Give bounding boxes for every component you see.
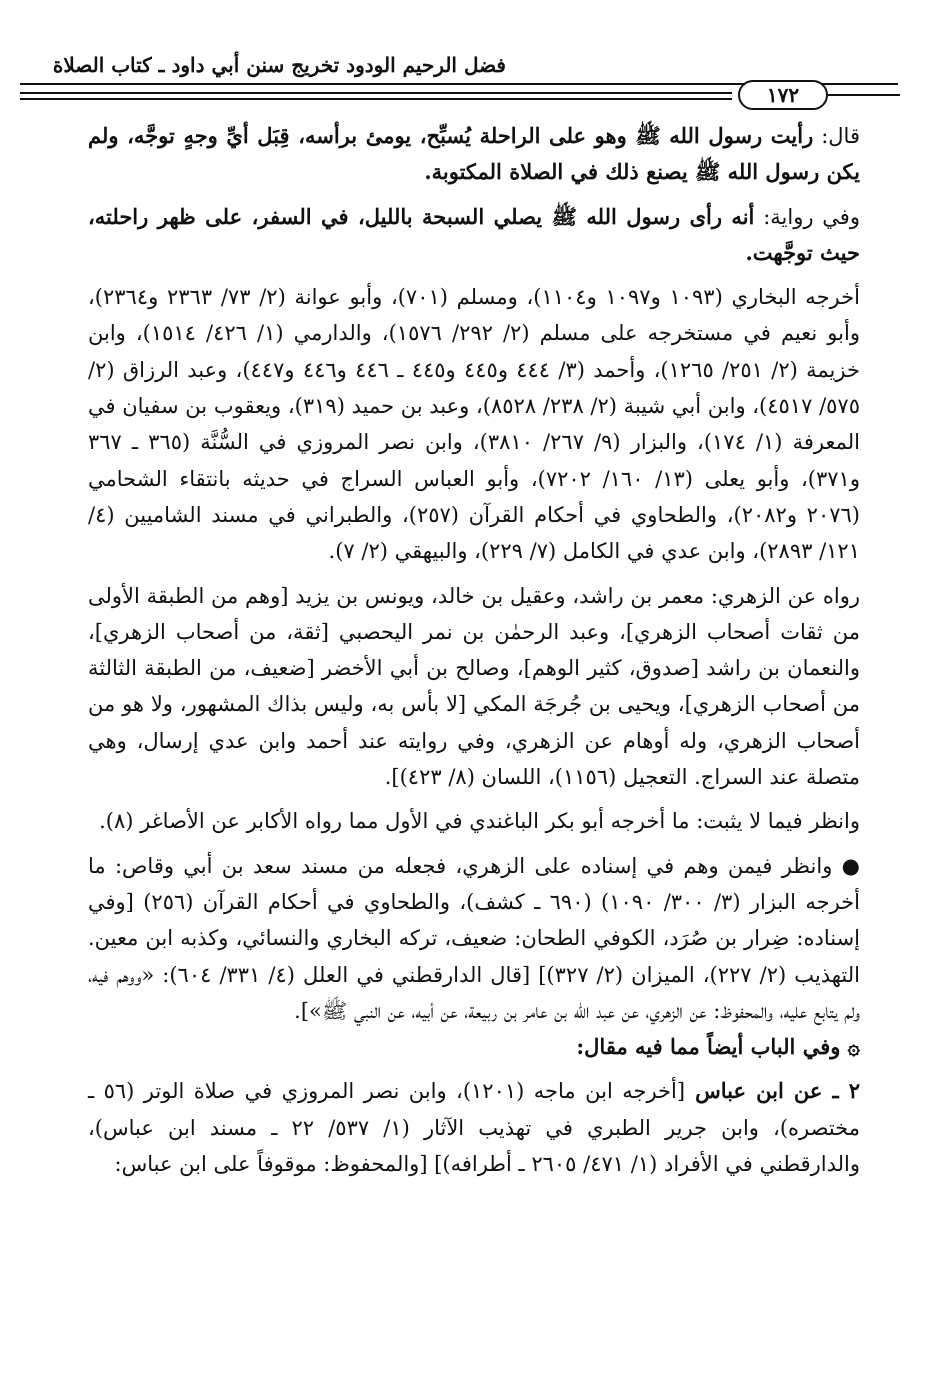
paragraph-section-heading: [88, 1029, 860, 1065]
paragraph-text: أنه رأى رسول الله ﷺ يصلي السبحة بالليل، في السفر، على ظهر راحلته، حيث توجَّهت.: [88, 203, 860, 265]
header-double-rule-top: [20, 92, 732, 94]
body-text: [88, 118, 860, 1182]
paragraph-riwaya: [88, 199, 860, 272]
paragraph-hadith-text: [88, 118, 860, 191]
paragraph-text: وانظر فيما لا يثبت: ما أخرجه أبو بكر الباغندي في الأول مما رواه الأكابر عن الأصاغر (٨).: [99, 809, 860, 834]
paragraph-lead: قال:: [813, 124, 860, 148]
paragraph-text: أخرجه البخاري (١٠٩٣ و١٠٩٧ و١١٠٤)، ومسلم (٧٠١)، وأبو عوانة (٢/ ٧٣/ ٢٣٦٣ و٢٣٦٤)، وأبو نعيم في مستخرجه على مسلم (٢/ ٢٩٢/ ١٥٧٦)، والدارمي (١/ ٤٢٦/ ١٥١٤)، وابن خزيمة (٢/ ٢٥١/ ١٢٦٥)، وأحمد (٣/ ٤٤٤ و٤٤٥ و٤٤٥ ـ ٤٤٦ و٤٤٦ و٤٤٧)، وعبد الرزاق (٢/ ٥٧٥/ ٤٥١٧)، وابن أبي شيبة (٢/ ٢٣٨/ ٨٥٢٨)، وعبد بن حميد (٣١٩)، ويعقوب بن سفيان في المعرفة (١/ ١٧٤)، والبزار (٩/ ٢٦٧/ ٣٨١٠)، وابن نصر المروزي في السُّنَّة (٣٦٥ ـ ٣٦٧ و٣٧١)، وأبو يعلى (١٣/ ١٦٠/ ٧٢٠٢)، وأبو العباس السراج في حديثه بانتقاء الشحامي (٢٠٧٦ و٢٠٨٢)، والطحاوي في أحكام القرآن (٢٥٧)، والطبراني في مسند الشاميين (٤/ ١٢١/ ٢٨٩٣)، وابن عدي في الكامل (٧/ ٢٢٩)، والبيهقي (٢/ ٧).: [88, 285, 860, 564]
paragraph-wahm: [88, 848, 860, 1029]
paragraph-see-also: [88, 803, 860, 839]
paragraph-lead: وفي رواية:: [754, 204, 860, 229]
paragraph-text: رواه عن الزهري: معمر بن راشد، وعقيل بن خالد، ويونس بن يزيد [وهم من الطبقة الأولى من ثقات أصحاب الزهري]، وعبد الرحمٰن بن نمر اليحصبي [ثقة، من أصحاب الزهري]، والنعمان بن راشد [صدوق، كثير الوهم]، وصالح بن أبي الأخضر [ضعيف، من الطبقة الثالثة من أصحاب الزهري]، ويحيى بن جُرجَة المكي [لا بأس به، وليس بذاك المشهور، ولا هو من أصحاب الزهري، وله أوهام عن الزهري، وفي روايته عند أحمد وابن عدي إرسال، وهي متصلة عند السراج. التعجيل (١١٥٦)، اللسان (٨/ ٤٢٣)].: [88, 583, 860, 790]
paragraph-takhrij: [88, 279, 860, 569]
paragraph-text: ۞ وفي الباب أيضاً مما فيه مقال:: [576, 1034, 860, 1060]
paragraph-narrators: [88, 578, 860, 796]
paragraph-lead: ٢ ـ عن ابن عباس: [685, 1078, 860, 1104]
paragraph-text: رأيت رسول الله ﷺ وهو على الراحلة يُسبِّح، يومئ برأسه، قِبَل أيِّ وجهٍ توجَّه، ولم يكن رسول الله ﷺ يصنع ذلك في الصلاة المكتوبة.: [88, 123, 860, 185]
paragraph-text: ● وانظر فيمن وهم في إسناده على الزهري، فجعله من مسند سعد بن أبي وقاص: ما أخرجه البزار (٣/ ٣٠٠/ ١٠٩٠) (٦٩٠ ـ كشف)، والطحاوي في أحكام القرآن (٢٥٦) [وفي إسناده: ضِرار بن صُرَد، الكوفي الطحان: ضعيف، تركه البخاري والنسائي، وكذبه ابن معين. التهذيب (٢/ ٢٢٧)، الميزان (٢/ ٣٢٧)] [قال الدارقطني في العلل (٤/ ٣٣١/ ٦٠٤): «ووهم فيه، ولم يتابع عليه، والمحفوظ: عن الزهري، عن عبد الله بن عامر بن ربيعة، عن أبيه، عن النبي ﷺ»].: [88, 853, 860, 1023]
page-number: ١٧٢: [738, 80, 828, 110]
header-double-rule-bottom: [20, 98, 732, 100]
running-header-title: فضل الرحيم الودود تخريج سنن أبي داود ـ كتاب الصلاة: [52, 53, 506, 77]
paragraph-ibn-abbas: [88, 1073, 860, 1182]
page-number-rule: [828, 94, 900, 96]
paragraph-text: [أخرجه ابن ماجه (١٢٠١)، وابن نصر المروزي في صلاة الوتر (٥٦ ـ مختصره)، وابن جرير الطبري في تهذيب الآثار (١/ ٥٣٧/ ٢٢ ـ مسند ابن عباس)، والدارقطني في الأفراد (١/ ٤٧١/ ٢٦٠٥ ـ أطرافه)] [والمحفوظ: موقوفاً على ابن عباس:: [88, 1079, 860, 1177]
